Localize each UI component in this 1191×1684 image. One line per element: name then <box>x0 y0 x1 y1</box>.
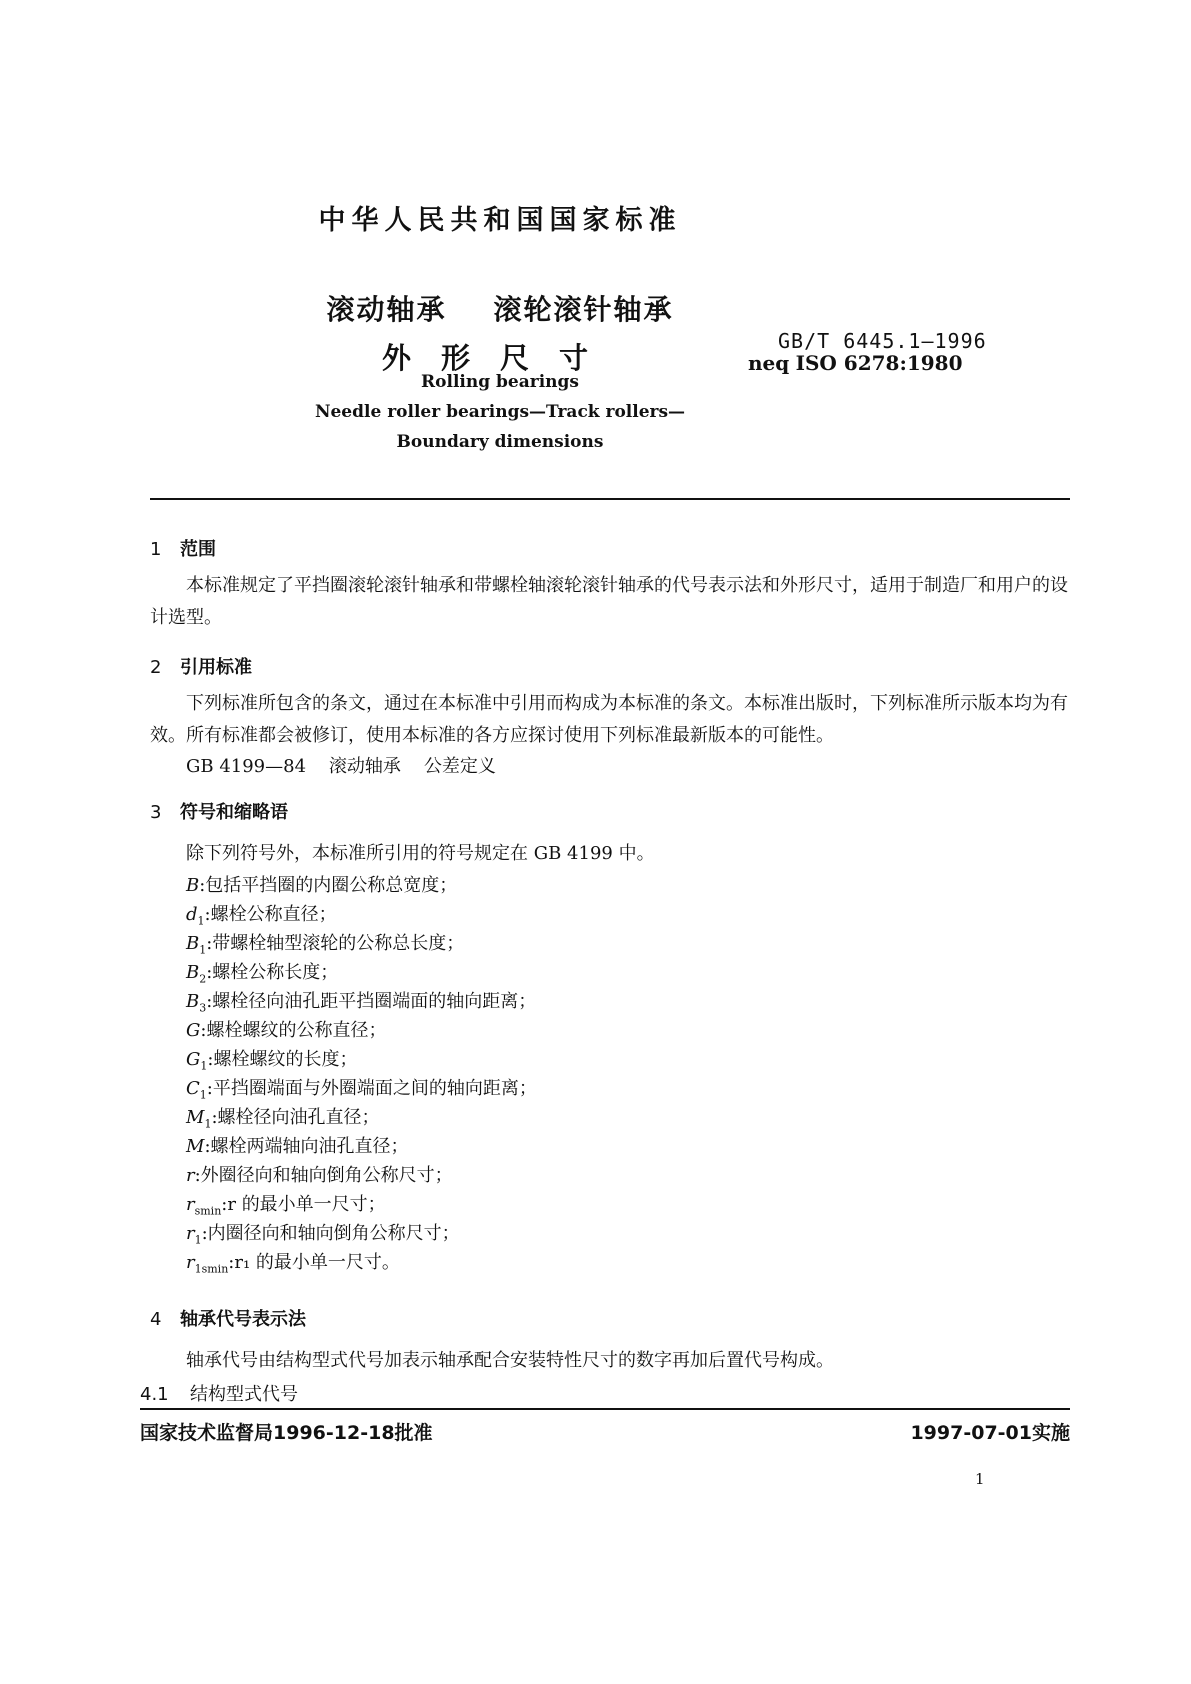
symbol-description: :平挡圈端面与外圈端面之间的轴向距离； <box>206 1078 537 1099</box>
symbol-description: :r₁ 的最小单一尺寸。 <box>228 1252 400 1273</box>
section-number: 1 <box>150 539 162 560</box>
section-2-text: 下列标准所包含的条文，通过在本标准中引用而构成为本标准的条文。本标准出版时，下列标准所示版本均为有效。所有标准都会被修订，使用本标准的各方应探讨使用下列标准最新版本的可能性。 <box>150 693 1068 746</box>
section-2-heading <box>150 653 252 679</box>
symbol-subscript: 1 <box>204 1117 212 1131</box>
symbol-item <box>186 929 537 958</box>
symbol-item <box>186 900 537 929</box>
symbol-item <box>186 1074 537 1103</box>
symbol-item <box>186 1103 537 1132</box>
symbol-subscript: 1 <box>199 943 207 957</box>
symbol-description: :r 的最小单一尺寸； <box>221 1194 386 1215</box>
section-1-heading <box>150 535 216 561</box>
symbol-item <box>186 1161 537 1190</box>
symbol-description: :包括平挡圈的内圈公称总宽度； <box>199 875 458 896</box>
section-number: 4 <box>150 1309 162 1330</box>
symbol-description: :螺栓公称长度； <box>206 962 339 983</box>
symbol: B <box>186 933 200 954</box>
symbol-list <box>186 871 537 1277</box>
title-line-2: 外形尺寸 <box>381 341 618 375</box>
symbol-subscript: 2 <box>199 972 207 986</box>
symbol-description: :螺栓螺纹的公称直径； <box>200 1020 387 1041</box>
symbol-description: :螺栓径向油孔直径； <box>211 1107 380 1128</box>
symbol-item <box>186 958 537 987</box>
symbol-item <box>186 1190 537 1219</box>
symbol-subscript: 1 <box>194 1233 202 1247</box>
symbol: B <box>186 962 200 983</box>
subsection-4-1 <box>140 1380 298 1406</box>
section-4-text: 轴承代号由结构型式代号加表示轴承配合安装特性尺寸的数字再加后置代号构成。 <box>186 1350 834 1371</box>
symbol-description: :螺栓径向油孔距平挡圈端面的轴向距离； <box>206 991 537 1012</box>
subsection-number: 4.1 <box>140 1384 169 1405</box>
symbol-description: :外圈径向和轴向倒角公称尺寸； <box>194 1165 453 1186</box>
section-number: 3 <box>150 802 162 823</box>
subsection-title: 结构型式代号 <box>190 1384 298 1405</box>
symbol: C <box>186 1078 200 1099</box>
footer-rule <box>140 1408 1070 1410</box>
effective-date: 1997-07-01实施 <box>910 1422 1070 1444</box>
symbol: r <box>186 1252 195 1273</box>
page-number: 1 <box>975 1470 985 1488</box>
symbol-subscript: 1 <box>197 914 205 928</box>
symbol-item <box>186 1132 537 1161</box>
country-standard-heading: 中华人民共和国国家标准 <box>318 205 682 236</box>
symbol-description: :螺栓公称直径； <box>204 904 337 925</box>
symbol: d <box>186 904 198 925</box>
symbol-description: :带螺栓轴型滚轮的公称总长度； <box>206 933 465 954</box>
section-1-text: 本标准规定了平挡圈滚轮滚针轴承和带螺栓轴滚轮滚针轴承的代号表示法和外形尺寸，适用于制造厂和用户的设计选型。 <box>150 575 1068 628</box>
symbol-description: :螺栓两端轴向油孔直径； <box>204 1136 409 1157</box>
symbol: G <box>186 1020 201 1041</box>
reference-standard: GB 4199—84 滚动轴承 公差定义 <box>186 756 496 777</box>
symbol-subscript: 1smin <box>194 1262 229 1276</box>
section-number: 2 <box>150 657 162 678</box>
symbol: r <box>186 1223 195 1244</box>
symbol-item <box>186 1016 537 1045</box>
symbol-subscript: 1 <box>199 1088 207 1102</box>
section-title: 轴承代号表示法 <box>180 1309 306 1330</box>
symbol: M <box>186 1107 205 1128</box>
section-3-intro: 除下列符号外，本标准所引用的符号规定在 GB 4199 中。 <box>186 843 655 864</box>
symbol-description: :内圈径向和轴向倒角公称尺寸； <box>201 1223 460 1244</box>
symbol-item <box>186 987 537 1016</box>
symbol: r <box>186 1165 195 1186</box>
section-3-heading <box>150 798 288 824</box>
equivalent-standard: ISO 6278:1980 <box>795 351 963 375</box>
title-line-1: 滚动轴承 滚轮滚针轴承 <box>326 293 674 326</box>
english-title-2: Needle roller bearings—Track rollers— <box>314 402 686 422</box>
symbol-item <box>186 871 537 900</box>
section-title: 符号和缩略语 <box>180 802 288 823</box>
symbol-item <box>186 1219 537 1248</box>
symbol-subscript: 3 <box>199 1001 207 1015</box>
symbol: M <box>186 1136 205 1157</box>
standard-number-block <box>748 329 987 375</box>
symbol: r <box>186 1194 195 1215</box>
symbol-description: :螺栓螺纹的长度； <box>207 1049 358 1070</box>
symbol-item <box>186 1045 537 1074</box>
section-title: 引用标准 <box>180 657 252 678</box>
header-rule <box>150 498 1070 500</box>
approval-text: 国家技术监督局1996-12-18批准 <box>140 1422 433 1444</box>
section-title: 范围 <box>180 539 216 560</box>
english-title-1: Rolling bearings <box>421 372 579 392</box>
standard-number: GB/T 6445.1—1996 <box>778 329 987 353</box>
equivalent-prefix: neq <box>748 351 790 375</box>
section-4-heading <box>150 1305 306 1331</box>
symbol-subscript: smin <box>194 1204 222 1218</box>
symbol: B <box>186 875 200 896</box>
symbol-subscript: 1 <box>200 1059 208 1073</box>
symbol: B <box>186 991 200 1012</box>
english-title-3: Boundary dimensions <box>396 432 604 452</box>
symbol: G <box>186 1049 201 1070</box>
symbol-item <box>186 1248 537 1277</box>
